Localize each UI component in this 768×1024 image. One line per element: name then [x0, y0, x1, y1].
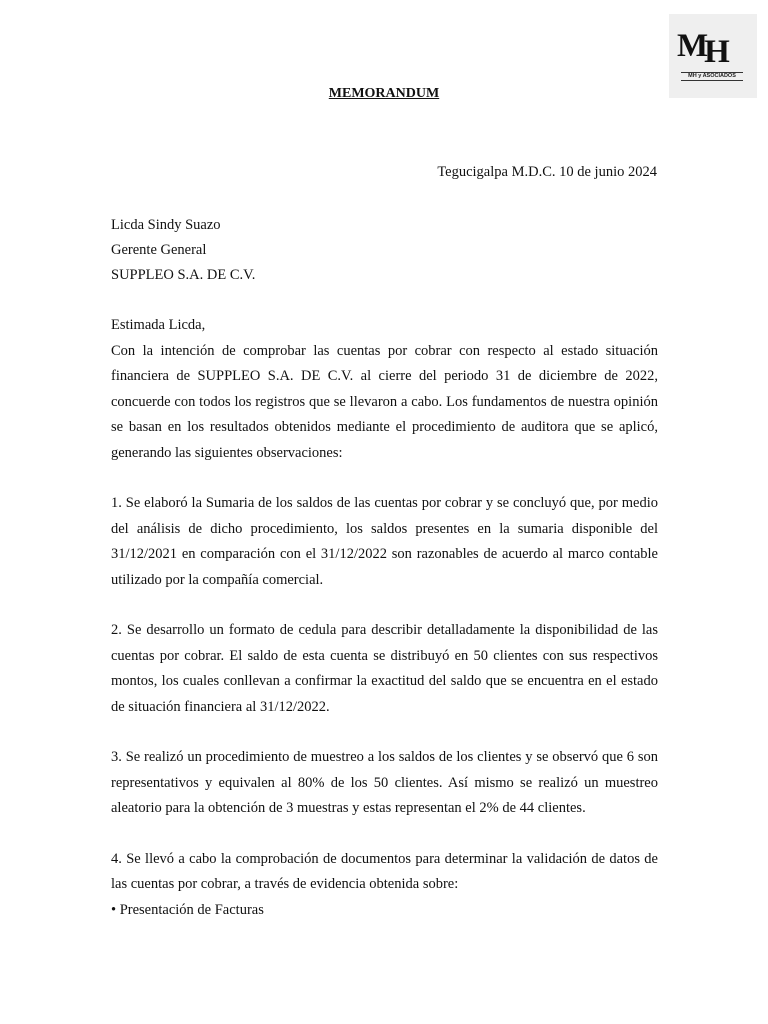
- memo-body: [111, 313, 658, 923]
- observation-paragraph: 1. Se elaboró la Sumaria de los saldos de las cuentas por cobrar y se concluyó que, por medio del análisis de dicho procedimiento, los saldos presentes en la sumaria disponible del 31/12/2021 en comparación con el 31/12/2022 son razonables de acuerdo al marco contable utilizado por la compañía comercial.: [111, 495, 658, 588]
- recipient-position: Gerente General: [111, 242, 207, 258]
- observation-paragraph: 3. Se realizó un procedimiento de muestreo a los saldos de los clientes y se observó que 6 son representativos y equivalen al 80% de los 50 clientes. Así mismo se realizó un muestreo aleatorio para la obtención de 3 muestras y estas representan el 2% de 44 clientes.: [111, 749, 658, 816]
- salutation: Estimada Licda,: [111, 317, 206, 333]
- logo-letter-h: H: [704, 34, 729, 70]
- recipient-company: SUPPLEO S.A. DE C.V.: [111, 267, 256, 283]
- recipient-name: Licda Sindy Suazo: [111, 217, 221, 233]
- observation-paragraph: 4. Se llevó a cabo la comprobación de documentos para determinar la validación de datos de las cuentas por cobrar, a través de evidencia obtenida sobre:: [111, 850, 658, 892]
- observation-paragraph: 2. Se desarrollo un formato de cedula para describir detalladamente la disponibilidad de las cuentas por cobrar. El saldo de esta cuenta se distribuyó en 50 clientes con sus respectivos montos, los cuales conllevan a confirmar la exactitud del saldo que se encuentra en el estado de situación financiera al 31/12/2022.: [111, 622, 658, 715]
- intro-paragraph: Con la intención de comprobar las cuentas por cobrar con respecto al estado situación financiera de SUPPLEO S.A. DE C.V. al cierre del periodo 31 de diciembre de 2022, concuerde con todos los registros que se llevaron a cabo. Los fundamentos de nuestra opinión se basan en los resultados obtenidos mediante el procedimiento de auditora que se aplicó, generando las siguientes observaciones:: [111, 342, 658, 461]
- logo-monogram: [677, 28, 729, 70]
- memo-date-line: Tegucigalpa M.D.C. 10 de junio 2024: [437, 164, 657, 180]
- recipient-block: [111, 213, 255, 288]
- logo-letter-m: M: [677, 28, 708, 64]
- memo-title: MEMORANDUM: [328, 86, 440, 101]
- logo-tagline: MH y ASOCIADOS: [681, 72, 743, 81]
- bullet-item: • Presentación de Facturas: [111, 901, 264, 918]
